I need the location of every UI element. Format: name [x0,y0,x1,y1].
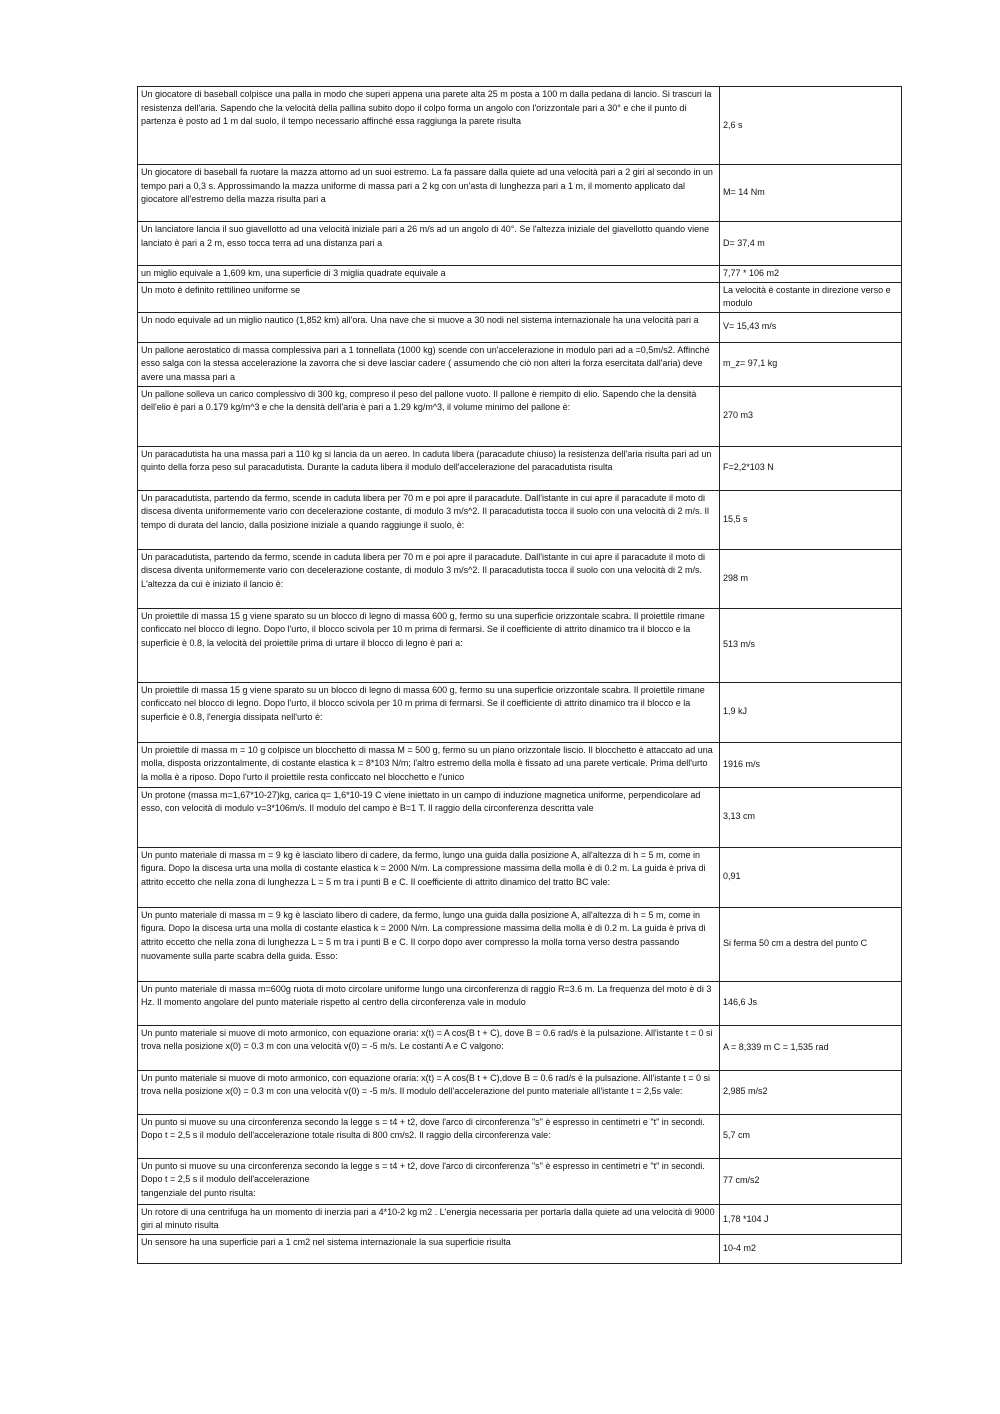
answer-cell: V= 15,43 m/s [720,312,902,342]
table-row [138,165,902,222]
answer-cell: A = 8,339 m C = 1,535 rad [720,1025,902,1070]
table-row [138,1204,902,1234]
answer-cell: 2,985 m/s2 [720,1070,902,1114]
answer-cell: La velocità è costante in direzione verso e modulo [720,282,902,312]
table-row [138,282,902,312]
answer-cell: 77 cm/s2 [720,1158,902,1204]
table-row [138,312,902,342]
question-cell: Un paracadutista ha una massa pari a 110 kg si lancia da un aereo. In caduta libera (paracadute chiuso) la resistenza dell'aria risulta pari ad un quinto della forza peso sul paracadutista. Durante la caduta libera il modulo dell'accelerazione del paracadutista risulta [138,446,720,490]
answer-cell: 3,13 cm [720,787,902,847]
table-row [138,1070,902,1114]
answer-cell: 298 m [720,549,902,608]
table-row [138,682,902,742]
table-row [138,981,902,1025]
answer-cell: 146,6 Js [720,981,902,1025]
table-row [138,490,902,549]
answer-cell: 0,91 [720,847,902,907]
question-cell: Un giocatore di baseball colpisce una palla in modo che superi appena una parete alta 25 m posta a 100 m dalla pedana di lancio. Si trascuri la resistenza dell'aria. Sapendo che la velocità della pallina subito dopo il colpo forma un angolo con l'orizzontale pari a 30° e che il punto di partenza è posto ad 1 m dal suolo, il tempo necessario affinché essa raggiunga la parete risulta [138,87,720,165]
answer-cell: 1,78 *104 J [720,1204,902,1234]
question-cell: Un punto materiale di massa m = 9 kg è lasciato libero di cadere, da fermo, lungo una guida dalla posizione A, all'altezza di h = 5 m, come in figura. Dopo la discesa urta una molla di costante elastica k = 2000 N/m. La compressione massima della molla è di 0.2 m. La guida è priva di attrito eccetto che nella zona di lunghezza L = 5 m tra i punti B e C. Il coefficiente di attrito dinamico del tratto BC vale: [138,847,720,907]
answer-cell: 513 m/s [720,608,902,682]
question-cell: Un paracadutista, partendo da fermo, scende in caduta libera per 70 m e poi apre il paracadute. Dall'istante in cui apre il paracadute il moto di discesa diventa uniformemente vario con decelerazione costante, di modulo 3 m/s^2. Il paracadutista tocca il suolo con una velocità di 2 m/s. Il tempo di durata del lancio, dalla posizione iniziale a quando raggiunge il suolo, è: [138,490,720,549]
question-cell: Un pallone aerostatico di massa complessiva pari a 1 tonnellata (1000 kg) scende con un'accelerazione in modulo pari ad a =0,5m/s2. Affinché esso salga con la stessa accelerazione la zavorra che si deve lasciar cadere ( assumendo che ciò non alteri la forza esercitata dall'aria) deve avere una massa pari a [138,342,720,386]
table-row [138,1025,902,1070]
question-cell: Un rotore di una centrifuga ha un momento di inerzia pari a 4*10-2 kg m2 . L'energia necessaria per portarla dalla quiete ad una velocità di 9000 giri al minuto risulta [138,1204,720,1234]
table-row [138,446,902,490]
table-row [138,608,902,682]
question-cell: un miglio equivale a 1,609 km, una superficie di 3 miglia quadrate equivale a [138,266,720,283]
answer-cell: 15,5 s [720,490,902,549]
table-row [138,847,902,907]
question-cell: Un proiettile di massa 15 g viene sparato su un blocco di legno di massa 600 g, fermo su una superficie orizzontale scabra. Il proiettile rimane conficcato nel blocco di legno. Dopo l'urto, il blocco scivola per 10 m prima di fermarsi. Se il coefficiente di attrito dinamico tra il blocco e la superficie è 0.8, l'energia dissipata nell'urto è: [138,682,720,742]
question-cell: Un moto è definito rettilineo uniforme se [138,282,720,312]
answer-cell: 10-4 m2 [720,1234,902,1263]
answer-cell: 270 m3 [720,386,902,446]
table-row [138,1158,902,1204]
question-cell: Un paracadutista, partendo da fermo, scende in caduta libera per 70 m e poi apre il paracadute. Dall'istante in cui apre il paracadute il moto di discesa diventa uniformemente vario con decelerazione costante, di modulo 3 m/s^2. Il paracadutista tocca il suolo con una velocità di 2 m/s. L'altezza da cui è iniziato il lancio è: [138,549,720,608]
questions-table-body [138,87,902,1264]
table-row [138,266,902,283]
question-cell: Un punto materiale di massa m=600g ruota di moto circolare uniforme lungo una circonferenza di raggio R=3.6 m. La frequenza del moto è di 3 Hz. Il momento angolare del punto materiale rispetto al centro della circonferenza vale in modulo [138,981,720,1025]
table-row [138,742,902,787]
table-row [138,1234,902,1263]
answer-cell: F=2,2*103 N [720,446,902,490]
question-cell: Un giocatore di baseball fa ruotare la mazza attorno ad un suoi estremo. La fa passare dalla quiete ad una velocità pari a 2 giri al secondo in un tempo pari a 0,3 s. Approssimando la mazza uniforme di massa pari a 2 kg con un'asta di lunghezza pari a 1 m, il momento applicato dal giocatore all'estremo della mazza risulta pari a [138,165,720,222]
answer-cell: 2,6 s [720,87,902,165]
answer-cell: 5,7 cm [720,1114,902,1158]
question-cell: Un lanciatore lancia il suo giavellotto ad una velocità iniziale pari a 26 m/s ad un angolo di 40°. Se l'altezza iniziale del giavellotto quando viene lanciato è pari a 2 m, esso tocca terra ad una distanza pari a [138,222,720,266]
answer-cell: m_z= 97,1 kg [720,342,902,386]
question-cell: Un proiettile di massa 15 g viene sparato su un blocco di legno di massa 600 g, fermo su una superficie orizzontale scabra. Il proiettile rimane conficcato nel blocco di legno. Dopo l'urto, il blocco scivola per 10 m prima di fermarsi. Se il coefficiente di attrito dinamico tra il blocco e la superficie è 0.8, la velocità del proiettile prima di urtare il blocco di legno è pari a: [138,608,720,682]
question-cell: Un proiettile di massa m = 10 g colpisce un blocchetto di massa M = 500 g, fermo su un piano orizzontale liscio. Il blocchetto è attaccato ad una molla, disposta orizzontalmente, di costante elastica k = 8*103 N/m; l'altro estremo della molla è fissato ad una parete verticale. Prima dell'urto la molla è a riposo. Dopo l'urto il proiettile resta conficcato nel blocchetto e l'unico [138,742,720,787]
question-cell: Un punto si muove su una circonferenza secondo la legge s = t4 + t2, dove l'arco di circonferenza "s" è espresso in centimetri e "t" in secondi. Dopo t = 2,5 s il modulo dell'accelerazione totale risulta di 800 cm/s2. Il raggio della circonferenza vale: [138,1114,720,1158]
answer-cell: D= 37,4 m [720,222,902,266]
answer-cell: 1916 m/s [720,742,902,787]
question-cell: Un pallone solleva un carico complessivo di 300 kg, compreso il peso del pallone vuoto. Il pallone è riempito di elio. Sapendo che la densità dell'elio è pari a 0.179 kg/m^3 e che la densità dell'aria è pari a 1.29 kg/m^3, il volume minimo del pallone è: [138,386,720,446]
question-cell: Un punto materiale si muove di moto armonico, con equazione oraria: x(t) = A cos(B t + C),dove B = 0.6 rad/s è la pulsazione. All'istante t = 0 si trova nella posizione x(0) = 0.3 m con una velocità v(0) = -5 m/s. Il modulo dell'accelerazione del punto materiale all'istante t = 2,5s vale: [138,1070,720,1114]
question-cell: Un nodo equivale ad un miglio nautico (1,852 km) all'ora. Una nave che si muove a 30 nodi nel sistema internazionale ha una velocità pari a [138,312,720,342]
answer-cell: Si ferma 50 cm a destra del punto C [720,907,902,981]
question-cell: Un punto materiale di massa m = 9 kg è lasciato libero di cadere, da fermo, lungo una guida dalla posizione A, all'altezza di h = 5 m, come in figura. Dopo la discesa urta una molla di costante elastica k = 2000 N/m. La compressione massima della molla è di 0.2 m. La guida è priva di attrito eccetto che nella zona di lunghezza L = 5 m tra i punti B e C. Il corpo dopo aver compresso la molla torna verso destra passando nuovamente sulla parte scabra della guida. Esso: [138,907,720,981]
table-row [138,1114,902,1158]
table-row [138,222,902,266]
table-row [138,87,902,165]
table-row [138,787,902,847]
questions-table [137,86,902,1264]
answer-cell: 7,77 * 106 m2 [720,266,902,283]
question-cell: Un punto materiale si muove di moto armonico, con equazione oraria: x(t) = A cos(B t + C), dove B = 0.6 rad/s è la pulsazione. All'istante t = 0 si trova nella posizione x(0) = 0.3 m con una velocità v(0) = -5 m/s. Le costanti A e C valgono: [138,1025,720,1070]
answer-cell: M= 14 Nm [720,165,902,222]
table-row [138,907,902,981]
question-cell: Un protone (massa m=1,67*10-27)kg, carica q= 1,6*10-19 C viene iniettato in un campo di induzione magnetica uniforme, perpendicolare ad esso, con velocità di modulo v=3*106m/s. Il modulo del campo è B=1 T. Il raggio della circonferenza descritta vale [138,787,720,847]
answer-cell: 1,9 kJ [720,682,902,742]
table-row [138,342,902,386]
question-cell: Un sensore ha una superficie pari a 1 cm2 nel sistema internazionale la sua superficie risulta [138,1234,720,1263]
question-cell: Un punto si muove su una circonferenza secondo la legge s = t4 + t2, dove l'arco di circonferenza "s" è espresso in centimetri e "t" in secondi. Dopo t = 2,5 s il modulo dell'accelerazione tangenziale del punto risulta: [138,1158,720,1204]
table-row [138,386,902,446]
table-row [138,549,902,608]
